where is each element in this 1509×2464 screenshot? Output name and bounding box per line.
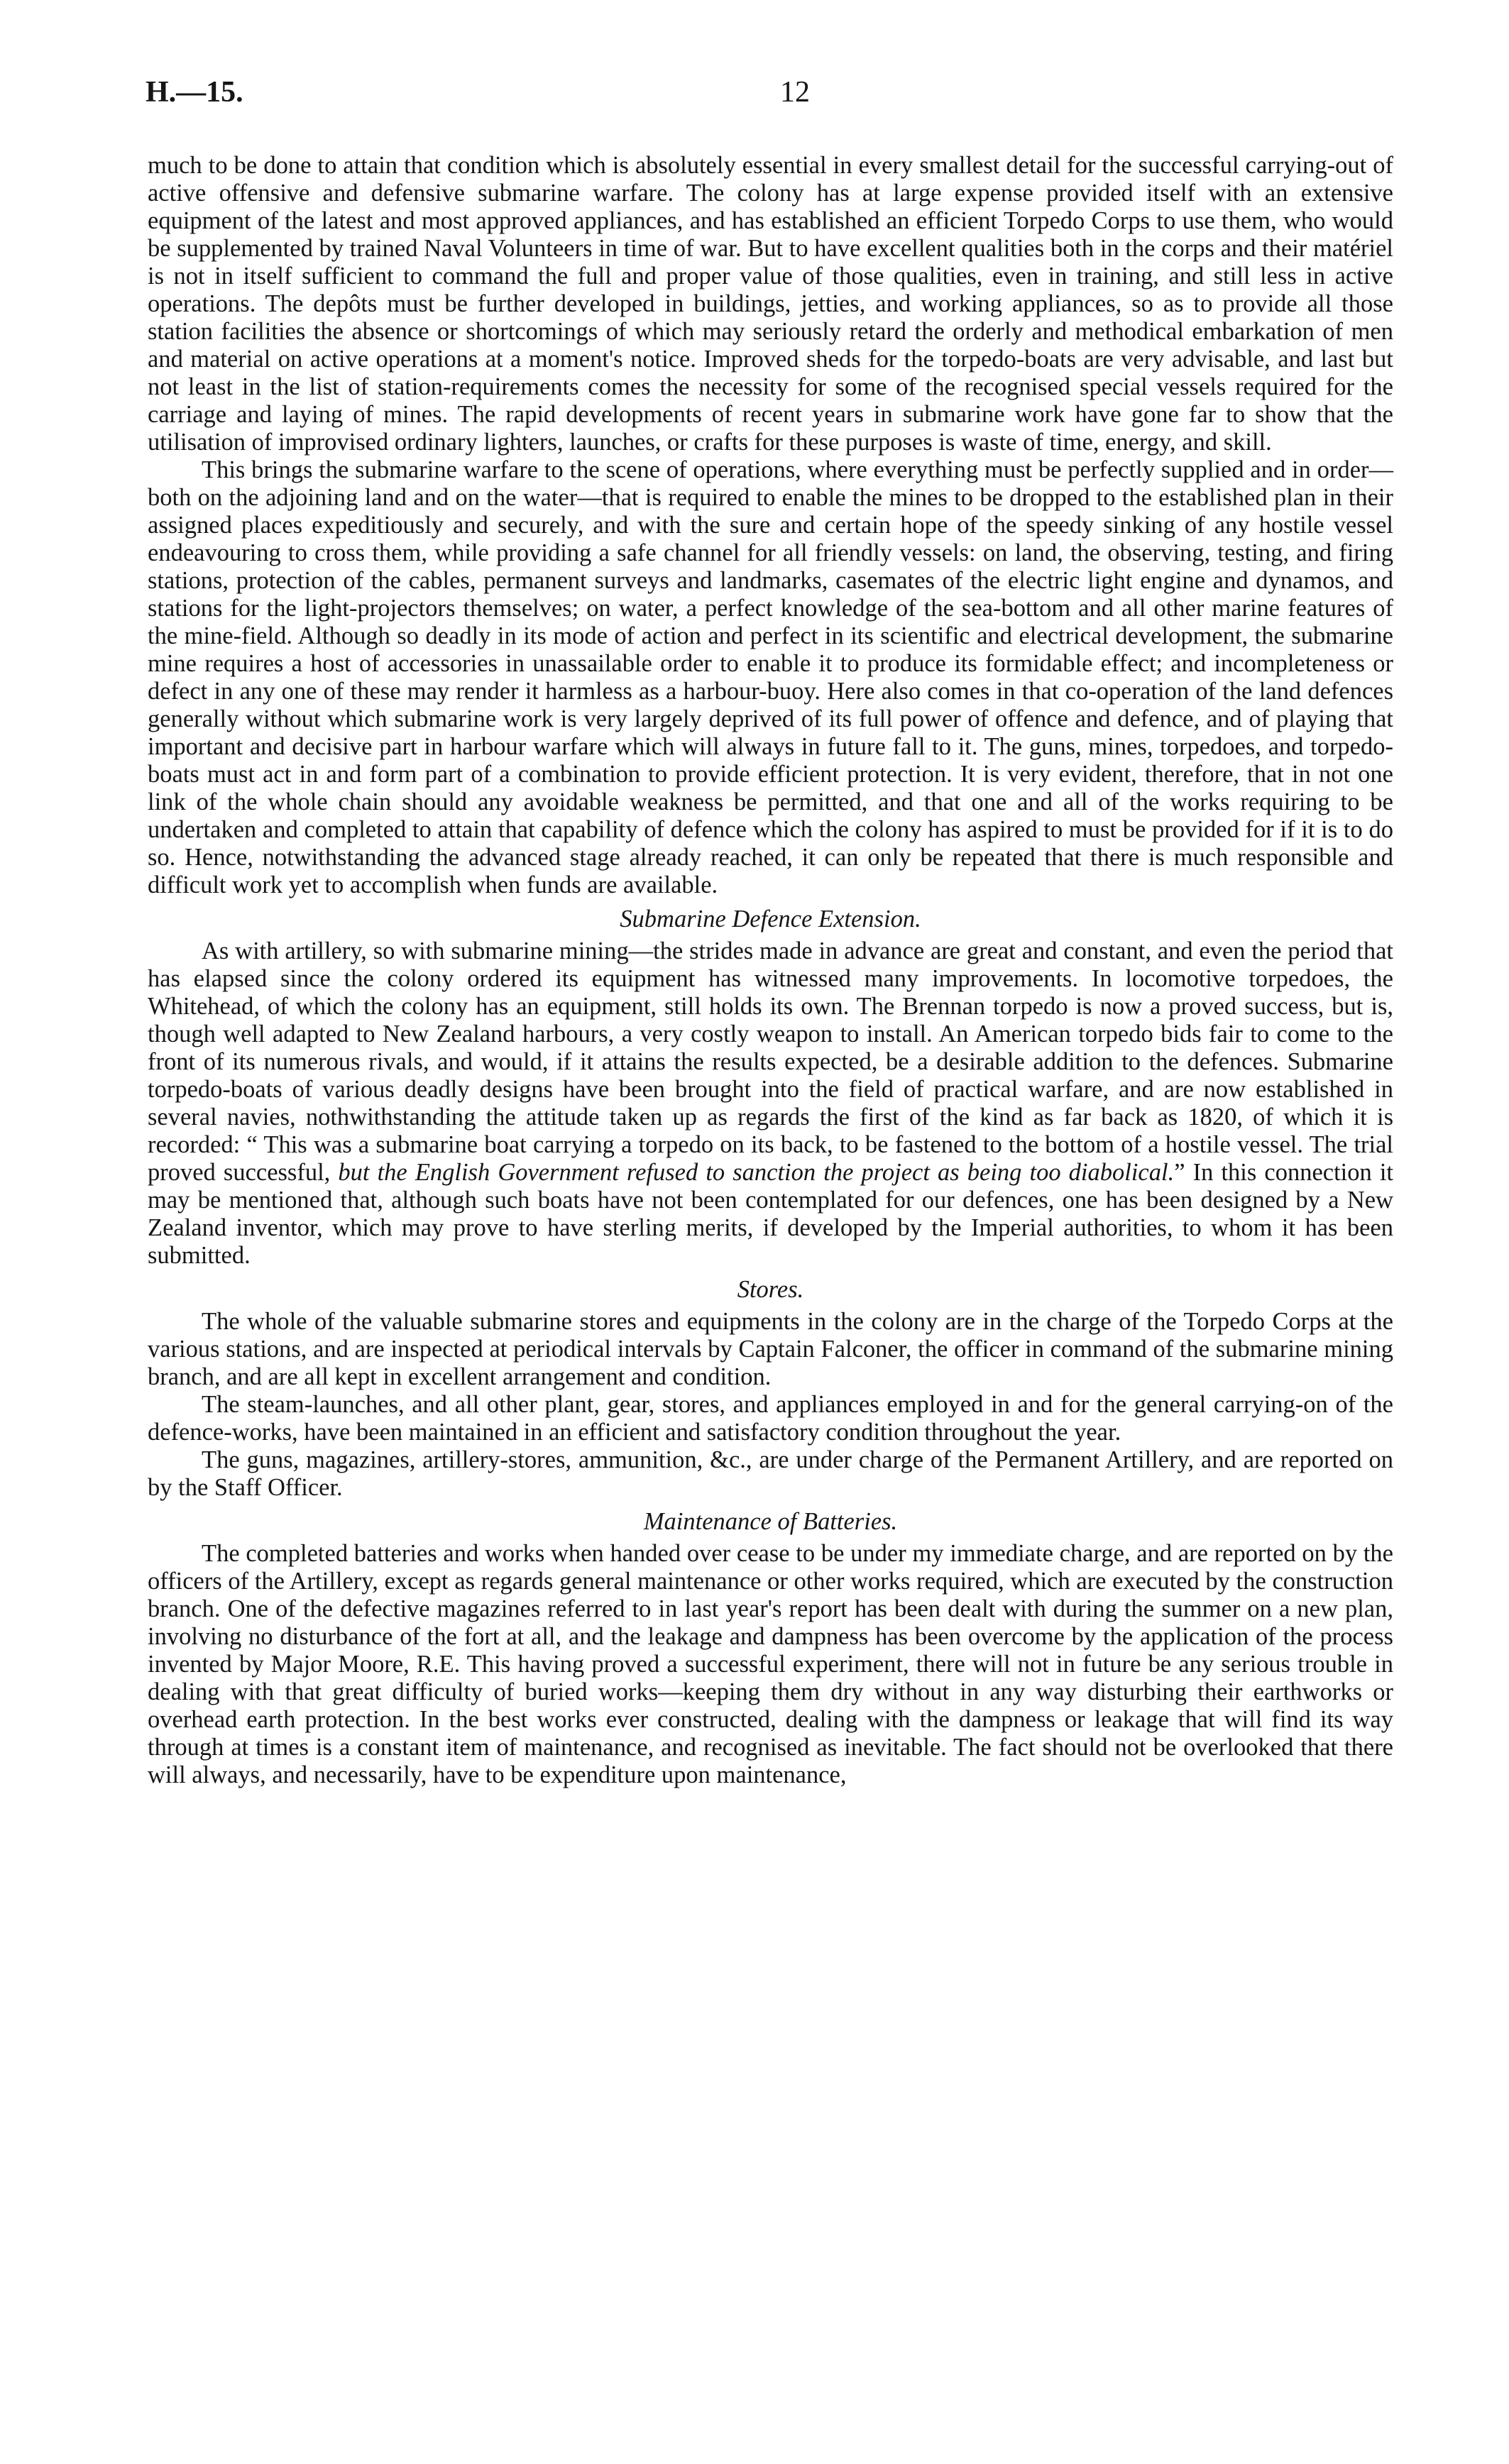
paragraph-text: As with artillery, so with submarine mining—the strides made in advance are great and constant, and even the period that has elapsed since the colony ordered its equipment has witnessed many improvements. In locomotive torpedoes, the Whitehead, of which the colony has an equipment, still holds its own. The Brennan torpedo is now a proved success, but is, though well adapted to New Zealand harbours, a very costly weapon to install. An American torpedo bids fair to come to the front of its numerous rivals, and would, if it attains the results expected, be a desirable addition to the defences. Submarine torpedo-boats of various deadly designs have been brought into the field of practical warfare, and are now established in several navies, nothwithstanding the attitude taken up as regards the first of the kind as far back as 1820, of which it is recorded: “ This was a submarine boat carrying a torpedo on its back, to be fastened to the bottom of a hostile vessel. The trial proved successful,	[148, 937, 1393, 1186]
page-number: 12	[780, 76, 810, 109]
paragraph-submarine-defence	[148, 937, 1393, 1270]
body-text	[148, 152, 1393, 1789]
paragraph-stores: The whole of the valuable submarine stores and equipments in the colony are in the charge of the Torpedo Corps at the various stations, and are inspected at periodical intervals by Captain Falconer, the officer in command of the submarine mining branch, and are all kept in excellent arrangement and condition.	[148, 1308, 1393, 1390]
paragraph-guns: The guns, magazines, artillery-stores, ammunition, &c., are under charge of the Permanent Artillery, and are reported on by the Staff Officer.	[148, 1446, 1393, 1501]
paragraph-steam-launches: The steam-launches, and all other plant, gear, stores, and appliances employed in and for the general carrying-on of the defence-works, have been maintained in an efficient and satisfactory condition throughout the year.	[148, 1391, 1393, 1446]
paragraph-operations: This brings the submarine warfare to the scene of operations, where everything must be perfectly supplied and in order—both on the adjoining land and on the water—that is required to enable the mines to be dropped to the established plan in their assigned places expeditiously and securely, and with the sure and certain hope of the speedy sinking of any hostile vessel endeavouring to cross them, while providing a safe channel for all friendly vessels: on land, the observing, testing, and firing stations, protection of the cables, permanent surveys and landmarks, casemates of the electric light engine and dynamos, and stations for the light-projectors themselves; on water, a perfect knowledge of the sea-bottom and all other marine features of the mine-field. Although so deadly in its mode of action and perfect in its scientific and electrical development, the submarine mine requires a host of accessories in unassailable order to enable it to produce its formidable effect; and incompleteness or defect in any one of these may render it harmless as a harbour-buoy. Here also comes in that co-operation of the land defences generally without which submarine work is very largely deprived of its full power of offence and defence, and of playing that important and decisive part in harbour warfare which will always in future fall to it. The guns, mines, torpedoes, and torpedo-boats must act in and form part of a combination to provide efficient protection. It is very evident, therefore, that in not one link of the whole chain should any avoidable weakness be permitted, and that one and all of the works requiring to be undertaken and completed to attain that capability of defence which the colony has aspired to must be provided for if it is to do so. Hence, notwithstanding the advanced stage already reached, it can only be repeated that there is much responsible and difficult work yet to accomplish when funds are available.	[148, 456, 1393, 898]
paragraph-text: ” In this connection it may be mentioned that, although such boats have not been contemplated for our defences, one has been designed by a New Zealand inventor, which may prove to have sterling merits, if developed by the Imperial authorities, to whom it has been submitted.	[148, 1159, 1394, 1269]
italic-quote: but the English Government refused to sanction the project as being too diabolical.	[338, 1159, 1175, 1186]
running-head	[146, 75, 1391, 118]
document-reference: H.—15.	[146, 76, 243, 109]
paragraph-maintenance: The completed batteries and works when handed over cease to be under my immediate charge, and are reported on by the officers of the Artillery, except as regards general maintenance or other works required, which are executed by the construction branch. One of the defective magazines referred to in last year's report has been dealt with during the summer on a new plan, involving no disturbance of the fort at all, and the leakage and dampness has been overcome by the application of the process invented by Major Moore, R.E. This having proved a successful experiment, there will not in future be any serious trouble in dealing with that great difficulty of buried works—keeping them dry without in any way disturbing their earthworks or overhead earth protection. In the best works ever constructed, dealing with the dampness or leakage that will find its way through at times is a constant item of maintenance, and recognised as inevitable. The fact should not be overlooked that there will always, and necessarily, have to be expenditure upon maintenance,	[148, 1540, 1393, 1788]
section-heading-maintenance: Maintenance of Batteries.	[643, 1508, 898, 1535]
paragraph-continued: much to be done to attain that condition which is absolutely essential in every smallest detail for the successful carrying-out of active offensive and defensive submarine warfare. The colony has at large expense provided itself with an extensive equipment of the latest and most approved appliances, and has established an efficient Torpedo Corps to use them, who would be supplemented by trained Naval Volunteers in time of war. But to have excellent qualities both in the corps and their matériel is not in itself sufficient to command the full and proper value of those qualities, even in training, and still less in active operations. The depôts must be further developed in buildings, jetties, and working appliances, so as to provide all those station facilities the absence or shortcomings of which may seriously retard the orderly and methodical embarkation of men and material on active operations at a moment's notice. Improved sheds for the torpedo-boats are very advisable, and last but not least in the list of station-requirements comes the necessity for some of the recognised special vessels required for the carriage and laying of mines. The rapid developments of recent years in submarine work have gone far to show that the utilisation of improvised ordinary lighters, launches, or crafts for these purposes is waste of time, energy, and skill.	[148, 152, 1393, 456]
section-heading-stores: Stores.	[737, 1276, 804, 1303]
section-heading-submarine-defence: Submarine Defence Extension.	[620, 906, 921, 933]
